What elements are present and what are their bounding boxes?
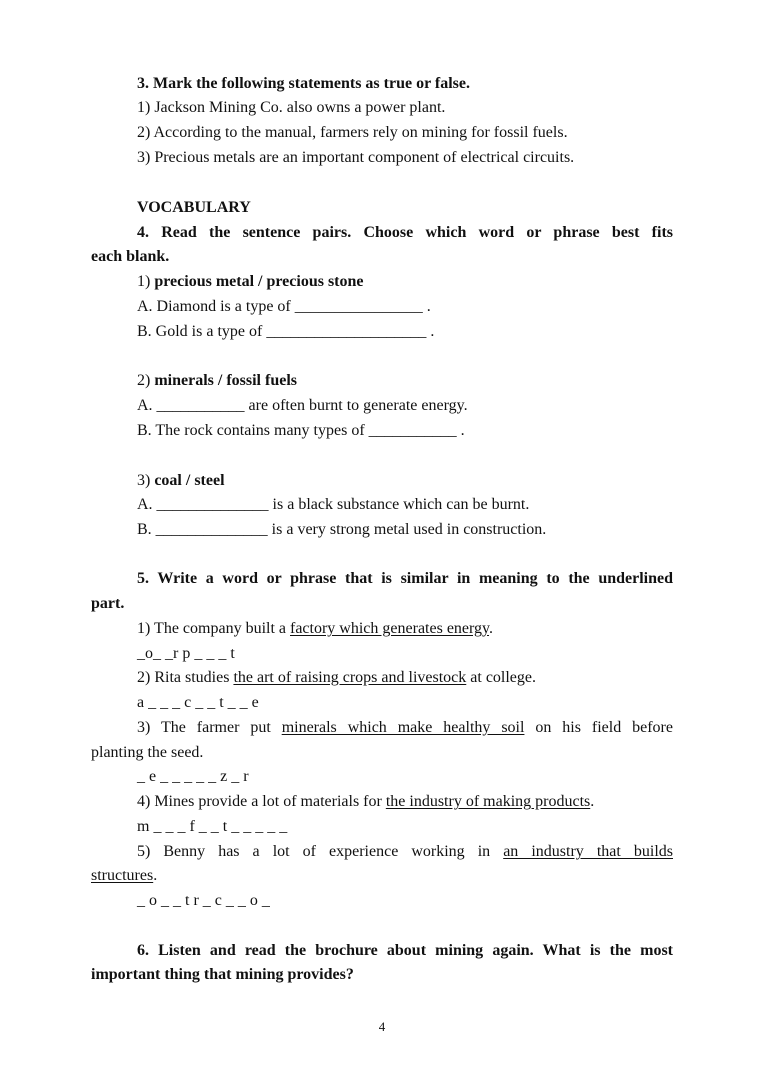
item-4-hint: m _ _ _ f _ _ t _ _ _ _ _ xyxy=(137,818,288,835)
section-3-heading: 3. Mark the following statements as true or false. xyxy=(137,75,470,92)
section-5-heading-line1: 5. Write a word or phrase that is similar in meaning to the underlined xyxy=(137,570,673,587)
item-4-sentence: 4) Mines provide a lot of materials for the industry of making products. xyxy=(137,793,595,810)
pair-2-words: minerals / fossil fuels xyxy=(154,372,297,389)
pair-3-words: coal / steel xyxy=(154,472,225,489)
section-6-heading-line2: important thing that mining provides? xyxy=(91,966,354,983)
item-2-underlined: the art of raising crops and livestock xyxy=(233,669,467,686)
item-1-hint: _o_ _r p _ _ _ t xyxy=(137,645,235,662)
section-4-heading-line2: each blank. xyxy=(91,248,170,265)
item-3-underlined: minerals which make healthy soil xyxy=(281,719,525,736)
pair-1-words: precious metal / precious stone xyxy=(154,273,364,290)
item-5-sentence: 5) Benny has a lot of experience working in an industry that builds xyxy=(137,843,673,860)
pair-1-sentence-a: A. Diamond is a type of ________________ . xyxy=(137,298,431,315)
page-number: 4 xyxy=(378,1019,386,1034)
pair-3-title: 3) coal / steel xyxy=(137,472,225,489)
vocabulary-title: VOCABULARY xyxy=(137,199,251,216)
pair-2-sentence-a: A. ___________ are often burnt to generate energy. xyxy=(137,397,468,414)
item-2-sentence: 2) Rita studies the art of raising crops and livestock at college. xyxy=(137,669,537,686)
item-1-underlined: factory which generates energy xyxy=(290,620,490,637)
pair-3-sentence-a: A. ______________ is a black substance which can be burnt. xyxy=(137,496,530,513)
item-3-hint: _ e _ _ _ _ _ z _ r xyxy=(137,768,249,785)
pair-3-sentence-b: B. ______________ is a very strong metal used in construction. xyxy=(137,521,547,538)
item-5-hint: _ o _ _ t r _ c _ _ o _ xyxy=(137,892,270,909)
item-1-sentence: 1) The company built a factory which generates energy. xyxy=(137,620,494,637)
item-3-sentence: 3) The farmer put minerals which make healthy soil on his field before xyxy=(137,719,673,736)
item-5-sentence-cont: structures. xyxy=(91,867,158,884)
item-4-underlined: the industry of making products xyxy=(385,793,591,810)
section-6-heading-line1: 6. Listen and read the brochure about mining again. What is the most xyxy=(137,942,673,959)
item-2-hint: a _ _ _ c _ _ t _ _ e xyxy=(137,694,259,711)
item-5-underlined-cont: structures xyxy=(91,867,154,884)
pair-2-title: 2) minerals / fossil fuels xyxy=(137,372,297,389)
statement-1: 1) Jackson Mining Co. also owns a power plant. xyxy=(137,99,446,116)
item-3-sentence-cont: planting the seed. xyxy=(91,744,204,761)
pair-1-title: 1) precious metal / precious stone xyxy=(137,273,364,290)
section-4-heading-line1: 4. Read the sentence pairs. Choose which word or phrase best fits xyxy=(137,224,673,241)
pair-2-sentence-b: B. The rock contains many types of ___________ . xyxy=(137,422,465,439)
item-5-underlined: an industry that builds xyxy=(503,843,673,860)
statement-3: 3) Precious metals are an important component of electrical circuits. xyxy=(137,149,575,166)
statement-2: 2) According to the manual, farmers rely on mining for fossil fuels. xyxy=(137,124,568,141)
section-5-heading-line2: part. xyxy=(91,595,125,612)
pair-1-sentence-b: B. Gold is a type of ____________________ . xyxy=(137,323,435,340)
